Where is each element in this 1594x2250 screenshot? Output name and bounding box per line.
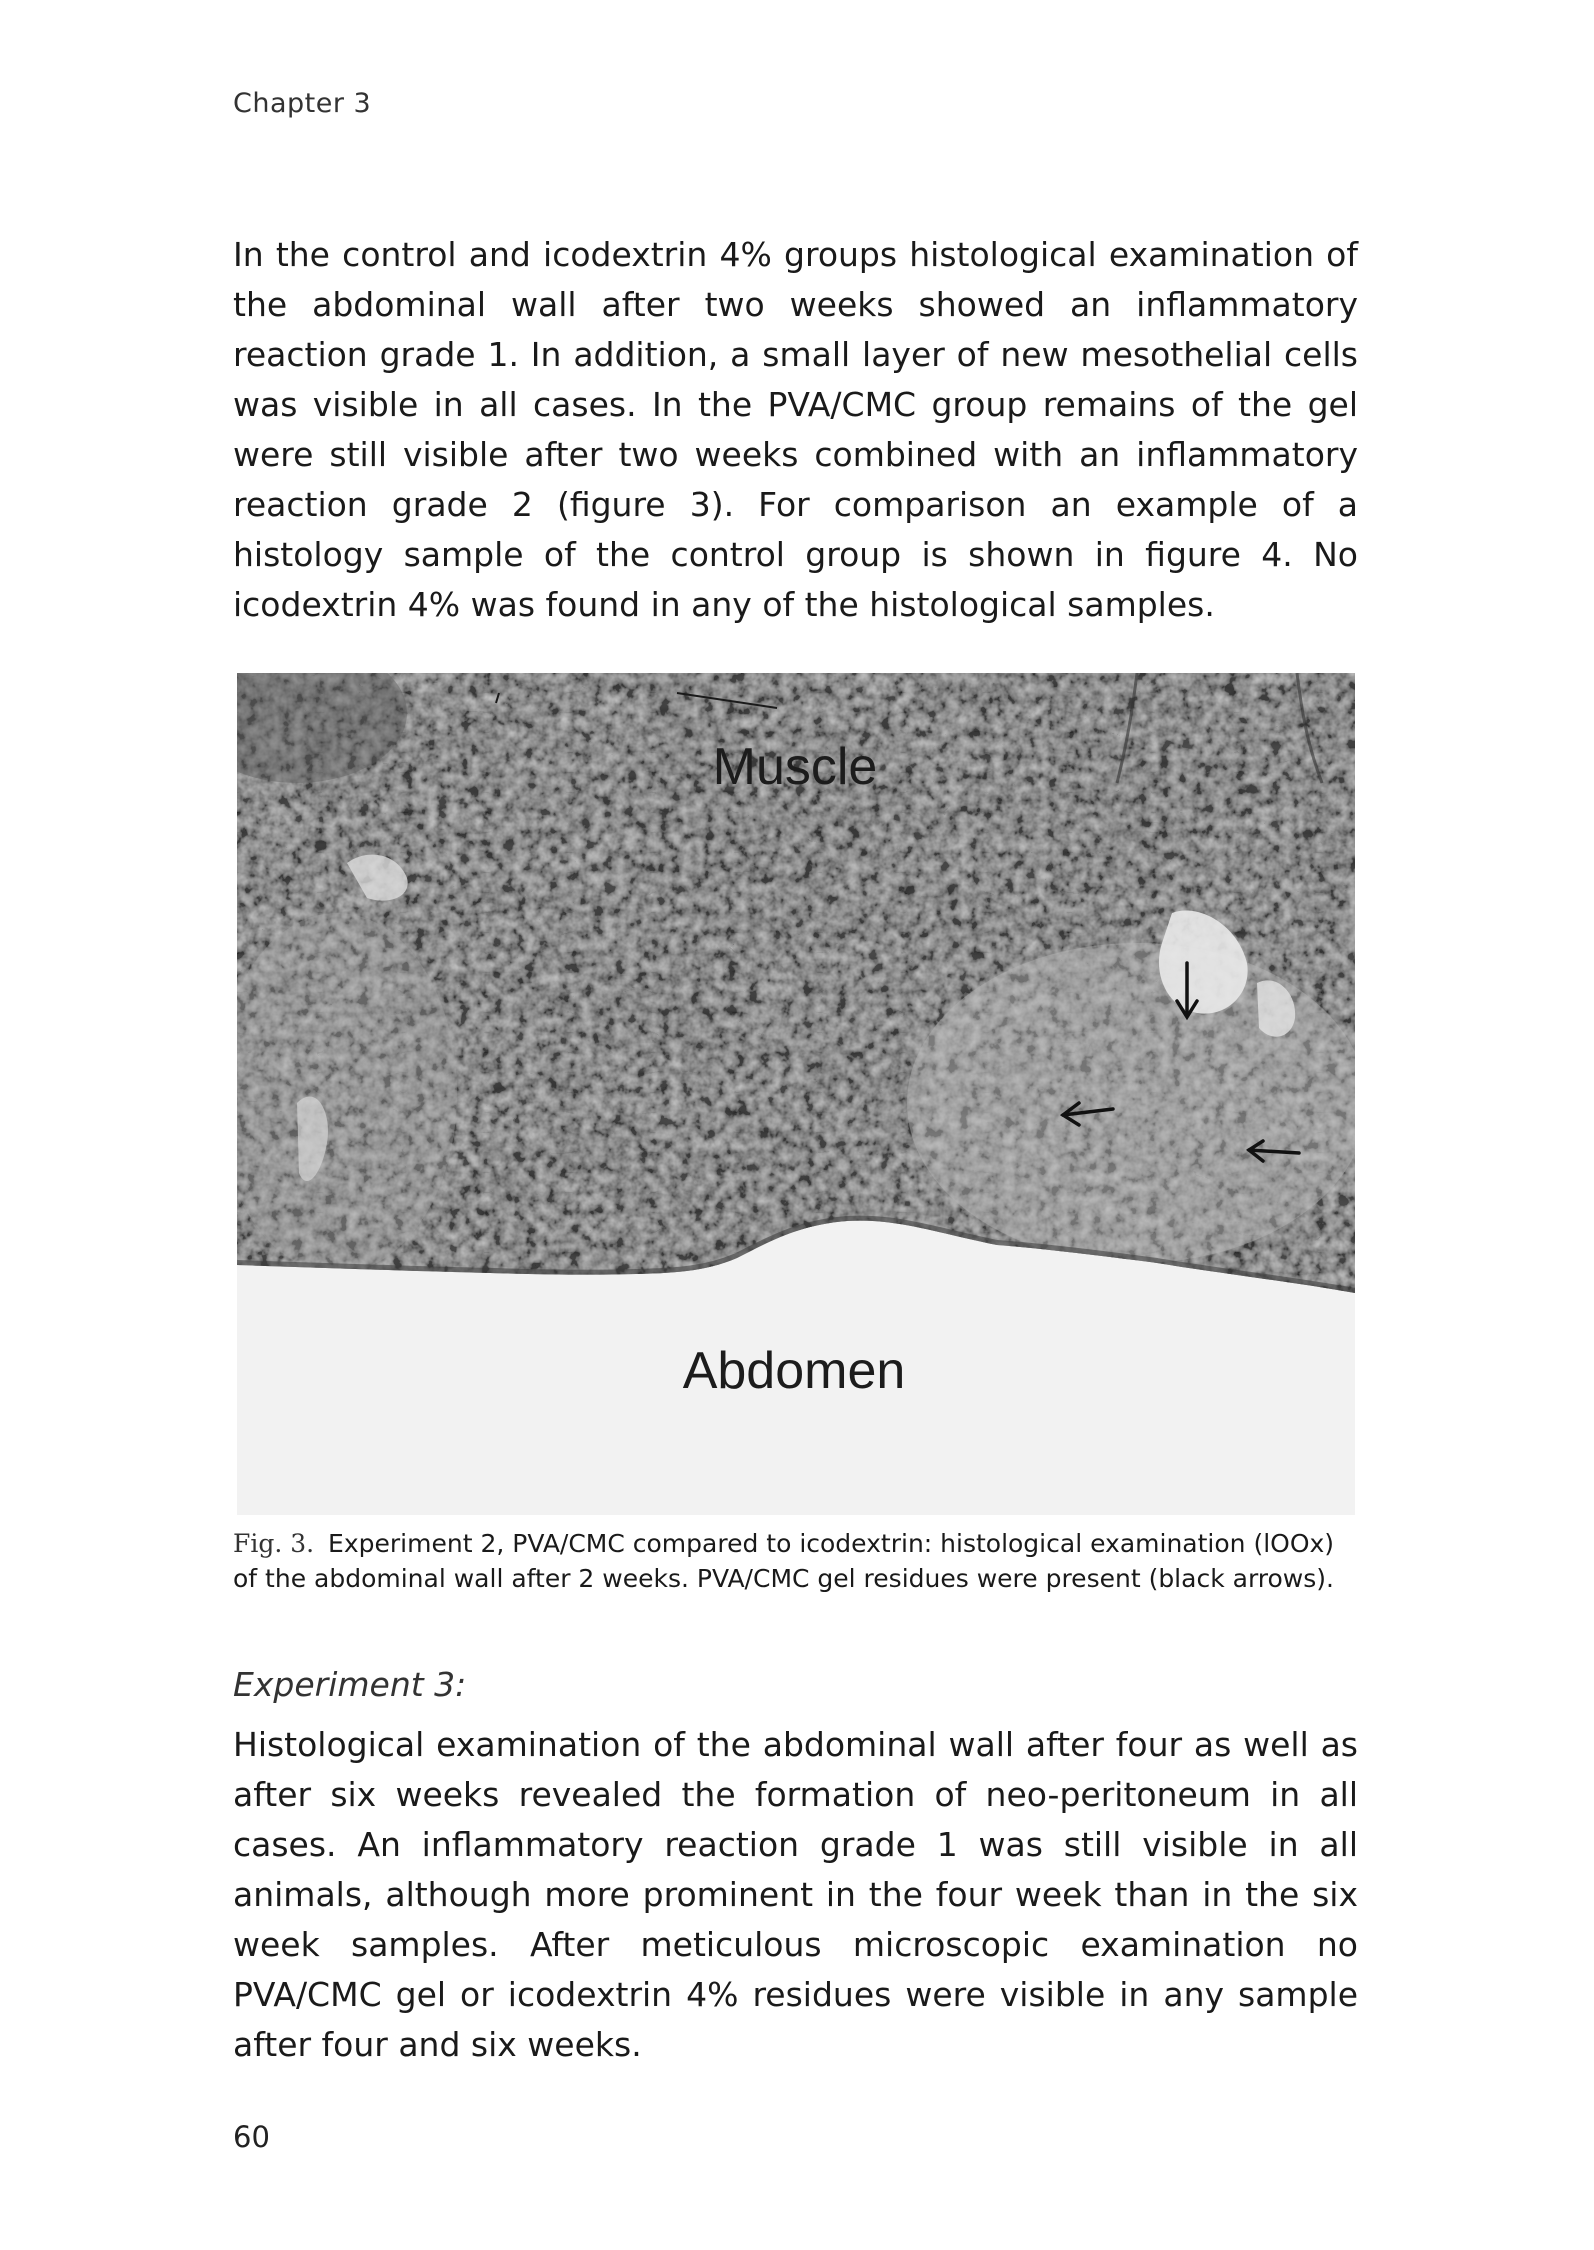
body-paragraph-1: In the control and icodextrin 4% groups histological examination of the abdominal wall after two weeks showed an inflammatory reaction grade 1. In addition, a small layer of new mesothelial cells was visible in all cases. In the PVA/CMC group remains of the gel were still visible after two weeks combined with an inflammatory reaction grade 2 (figure 3). For comparison an example of a histology sample of the control group is shown in figure 4. No icodextrin 4% was found in any of the histological samples.	[233, 235, 1358, 624]
chapter-header: Chapter 3	[233, 88, 372, 119]
body-paragraph-2: Histological examination of the abdominal wall after four as well as after six weeks revealed the formation of neo-peritoneum in all cases. An inflammatory reaction grade 1 was still visible in all animals, although more prominent in the four week than in the six week samples. After meticulous microscopic examination no PVA/CMC gel or icodextrin 4% residues were visible in any sample after four and six weeks.	[233, 1725, 1358, 2064]
histology-figure	[237, 673, 1355, 1515]
page-number: 60	[233, 2120, 270, 2154]
histology-image	[237, 673, 1355, 1515]
figure-caption-text: Experiment 2, PVA/CMC compared to icodextrin: histological examination (lOOx) of the abdominal wall after 2 weeks. PVA/CMC gel residues were present (black arrows).	[233, 1529, 1335, 1593]
figure-label-abdomen: Abdomen	[682, 1342, 906, 1400]
figure-caption	[233, 1526, 1358, 1596]
figure-caption-label: Fig. 3.	[233, 1529, 315, 1558]
figure-label-muscle: Muscle	[712, 738, 878, 796]
section-subheading: Experiment 3:	[233, 1665, 467, 1704]
